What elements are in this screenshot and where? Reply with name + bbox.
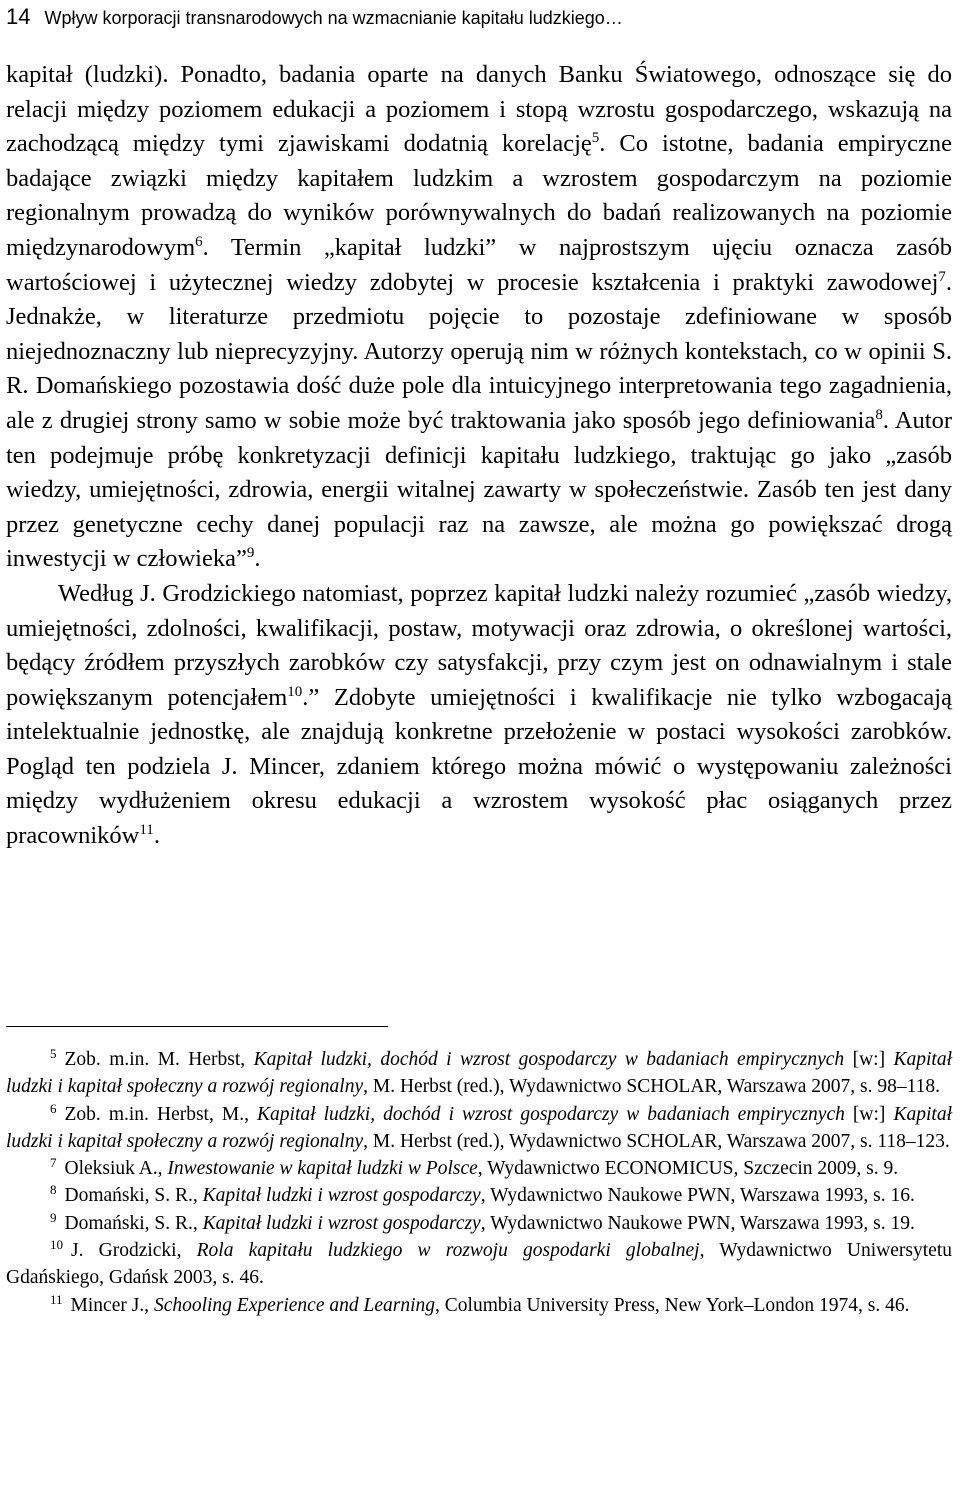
- footnote-title: Kapitał ludzki i wzrost gospodarczy: [202, 1185, 481, 1207]
- footnote-text: J. Grodzicki,: [71, 1240, 197, 1262]
- page-number: 14: [6, 4, 31, 29]
- footnote-ref-10[interactable]: 10: [287, 683, 303, 700]
- footnote-text: Mincer J.,: [70, 1294, 154, 1316]
- footnote-title: Kapitał ludzki, dochód i wzrost gospodarczy w badaniach empirycznych: [253, 1049, 845, 1070]
- footnote-ref-8[interactable]: 8: [875, 406, 883, 423]
- footnote-title: Kapitał ludzki i wzrost gospodarczy: [202, 1212, 481, 1234]
- text-span: . Autor ten podejmuje próbę konkretyzacji definicji kapitału ludzkiego, traktując go jako „zasób wiedzy, umiejętności, zdrowia, energii witalnej zawarty w społeczeństwie. Zasób ten jest dany przez genetyczne cechy danej populacji raz na zawsze, ale można go powiększać drogą inwestycji w człowieka”: [6, 406, 953, 573]
- footnote-text: , Wydawnictwo Naukowe PWN, Warszawa 1993, s. 19.: [480, 1212, 915, 1234]
- footnote-ref-6[interactable]: 6: [195, 233, 203, 250]
- footnote-title: Rola kapitału ludzkiego w rozwoju gospodarki globalnej: [196, 1240, 700, 1262]
- text-span: .: [254, 545, 261, 573]
- running-title: Wpływ korporacji transnarodowych na wzmacnianie kapitału ludzkiego…: [44, 8, 623, 28]
- text-span: . Jednakże, w literaturze przedmiotu pojęcie to pozostaje zdefiniowane w sposób niejednoznaczny lub nieprecyzyjny. Autorzy operują nim w różnych kontekstach, co w opinii S. R. Domańskiego pozostawia dość duże pole dla intuicyjnego interpretowania tego zagadnienia, ale z drugiej strony samo w sobie może być traktowania jako sposób jego definiowania: [6, 268, 952, 434]
- footnote-text: [w:]: [844, 1103, 894, 1125]
- footnote-title: Kapitał ludzki, dochód i wzrost gospodarczy w badaniach empirycznych: [257, 1103, 845, 1125]
- footnote-title: Kapitał ludzki i kapitał społeczny a rozwój regionalny: [6, 1103, 952, 1152]
- main-text: [6, 58, 952, 854]
- footnote-text: , M. Herbst (red.), Wydawnictwo SCHOLAR, Warszawa 2007, s. 98–118.: [363, 1076, 941, 1098]
- footnote-text: Domański, S. R.,: [64, 1185, 203, 1207]
- footnote-separator: [6, 1026, 388, 1027]
- footnote-9: [6, 1210, 952, 1237]
- footnote-ref-7[interactable]: 7: [938, 268, 946, 285]
- paragraph-1: [6, 58, 952, 577]
- footnote-number: 5: [50, 1046, 57, 1061]
- running-header: [6, 4, 956, 31]
- footnote-text: Oleksiuk A.,: [64, 1158, 168, 1180]
- footnote-number: 7: [50, 1155, 57, 1171]
- footnote-5: [6, 1046, 952, 1101]
- paragraph-2: [6, 577, 952, 854]
- footnote-11: [6, 1292, 952, 1319]
- text-span: Według J. Grodzickiego natomiast, poprzez kapitał ludzki należy rozumieć „zasób wiedzy, umiejętności, zdolności, kwalifikacji, postaw, motywacji oraz zdrowia, o określonej wartości, będący źródłem przyszłych zarobków czy satysfakcji, przy czym jest on odnawialnym i stale powiększanym potencjałem: [6, 579, 952, 711]
- text-span: .: [153, 822, 160, 850]
- footnote-number: 9: [50, 1209, 57, 1225]
- footnote-text: , Wydawnictwo ECONOMICUS, Szczecin 2009, s. 9.: [477, 1158, 899, 1180]
- footnote-10: [6, 1237, 952, 1292]
- footnote-text: , Wydawnictwo Uniwersytetu Gdańskiego, Gdańsk 2003, s. 46.: [6, 1240, 952, 1289]
- footnote-ref-11[interactable]: 11: [139, 822, 154, 839]
- footnote-number: 6: [50, 1100, 57, 1116]
- footnote-8: [6, 1182, 952, 1209]
- footnote-number: 8: [50, 1182, 57, 1198]
- footnote-title: Kapitał ludzki i kapitał społeczny a rozwój regionalny: [6, 1049, 952, 1098]
- footnote-ref-5[interactable]: 5: [591, 130, 600, 147]
- footnotes: [6, 1046, 952, 1319]
- footnote-text: [w:]: [844, 1049, 894, 1070]
- text-span: kapitał (ludzki). Ponadto, badania oparte na danych Banku Światowego, odnoszące się do relacji między poziomem edukacji a poziomem i stopą wzrostu gospodarczego, wskazują na zachodzącą między tymi zjawiskami dodatnią korelację: [6, 61, 952, 158]
- footnote-number: 10: [50, 1237, 63, 1253]
- footnote-text: , M. Herbst (red.), Wydawnictwo SCHOLAR, Warszawa 2007, s. 118–123.: [363, 1130, 950, 1152]
- footnote-text: Zob. m.in. M. Herbst,: [64, 1049, 254, 1070]
- footnote-7: [6, 1155, 952, 1182]
- footnote-text: , Wydawnictwo Naukowe PWN, Warszawa 1993, s. 16.: [480, 1185, 915, 1207]
- footnote-text: Domański, S. R.,: [64, 1212, 203, 1234]
- text-span: . Termin „kapitał ludzki” w najprostszym ujęciu oznacza zasób wartościowej i użytecznej wiedzy zdobytej w procesie kształcenia i praktyki zawodowej: [6, 233, 952, 296]
- footnote-ref-9[interactable]: 9: [246, 545, 255, 562]
- text-span: .” Zdobyte umiejętności i kwalifikacje nie tylko wzbogacają intelektualnie jednostkę, ale znajdują konkretne przełożenie w postaci wysokości zarobków. Pogląd ten podziela J. Mincer, zdaniem którego można mówić o występowaniu zależności między wydłużeniem okresu edukacji a wzrostem wysokość płac osiąganych przez pracowników: [6, 683, 952, 850]
- footnote-text: , Columbia University Press, New York–London 1974, s. 46.: [435, 1294, 910, 1316]
- footnote-text: Zob. m.in. Herbst, M.,: [64, 1103, 258, 1125]
- text-span: . Co istotne, badania empiryczne badające związki między kapitałem ludzkim a wzrostem gospodarczym na poziomie regionalnym prowadzą do wyników porównywalnych do badań realizowanych na poziomie międzynarodowym: [6, 130, 952, 261]
- footnote-title: Schooling Experience and Learning: [153, 1294, 436, 1316]
- footnote-title: Inwestowanie w kapitał ludzki w Polsce: [167, 1158, 478, 1180]
- footnote-6: [6, 1101, 952, 1156]
- footnote-number: 11: [50, 1291, 63, 1307]
